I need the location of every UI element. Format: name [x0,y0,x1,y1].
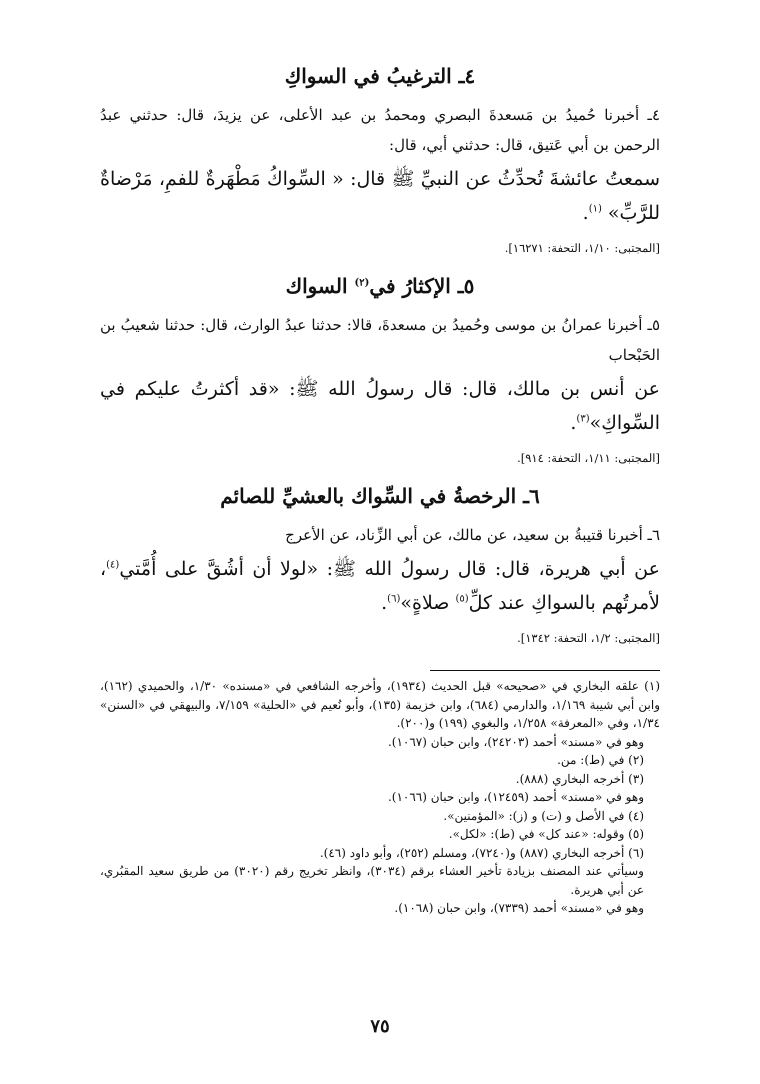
footnote-marker: (٣) [576,413,590,425]
heading-text: السواك [285,274,355,298]
matn-end: . [570,412,577,434]
footnote: (١) علقه البخاري في «صحيحه» قبل الحديث (١٩٣٤)، وأخرجه الشافعي في «مسنده» ١/٣٠، والحميدي (١٦٢)، وابن أبي شيبة ١/١٦٩، والدارمي (٦٨٤)، وابن خزيمة (١٣٥)، وأبو نُعيم في «الحلية» ٧/١٥٩، والبيهقي في «السنن» ١/٣٤، وفي «المعرفة» ١/٢٥٨، والبغوي (١٩٩) و(٢٠٠). [100,679,661,730]
footnote-divider [430,670,660,671]
footnote-marker: (٥) [455,593,469,605]
footnote: (٥) وقوله: «عند كل» في (ط): «لكل». [448,827,644,841]
footnote: وهو في «مسند» أحمد (٢٤٢٠٣)، وابن حبان (١٠٦٧). [387,734,644,749]
matn-text: ، لأمرتُهم بالسواكِ عند كلِّ [100,558,660,614]
footnote: وهو في «مسند» أحمد (١٢٤٥٩)، وابن حبان (١٠٦٦). [387,790,644,804]
matn-text: عن أبي هريرة، قال: قال رسولُ الله ﷺ: «لولا أن أشُقَّ على أُمَّتي [119,558,660,580]
hadith-reference: [المجتبى: ١/١١، التحفة: ٩١٤]. [517,451,660,465]
hadith-isnad: ٥ـ أخبرنا عمرانُ بن موسى وحُميدُ بن مسعدةَ، قالا: حدثنا عبدُ الوارث، قال: حدثنا شعيبُ بن الحَبْحاب [100,316,660,364]
matn-text: عن أنس بن مالك، قال: قال رسولُ الله ﷺ: «قد أكثرتُ عليكم في السِّواكِ» [100,378,660,434]
hadith-matn [100,552,660,620]
section-heading [100,272,660,300]
hadith-reference: [المجتبى: ١/٢، التحفة: ١٣٤٢]. [517,631,660,645]
matn-text: صلاةٍ» [400,592,456,614]
hadith-matn [100,372,660,440]
footnote-marker: (٦) [387,593,401,605]
hadith-section-5 [100,272,660,468]
footnote-marker: (١) [588,203,602,215]
matn-end: . [582,202,589,224]
section-heading: ٤ـ الترغيبُ في السواكِ [284,64,476,88]
footnote-marker: (٤) [106,559,120,571]
hadith-section-6 [100,482,660,648]
footnote: (٢) في (ط): من. [557,753,644,767]
footnote: (٦) أخرجه البخاري (٨٨٧) و(٧٢٤٠)، ومسلم (٢٥٢)، وأبو داود (٤٦). [319,845,644,860]
footnote: (٣) أخرجه البخاري (٨٨٨). [515,771,644,786]
footnote-marker: (٢) [354,277,370,289]
footnote: وهو في «مسند» أحمد (٧٣٣٩)، وابن حبان (١٠٦٨). [394,901,644,915]
footnote: وسيأتي عند المصنف بزيادة تأخير العشاء برقم (٣٠٣٤)، وانظر تخريج رقم (٣٠٢٠) من طريق سعيد المقبُري، عن أبي هريرة. [100,864,644,897]
hadith-isnad: ٤ـ أخبرنا حُميدُ بن مَسعدةَ البصري ومحمدُ بن عبد الأعلى، عن يزيدَ، قال: حدثني عبدُ الرحمن بن أبي عَتيق، قال: حدثني أبي، قال: [100,106,660,154]
hadith-matn [100,162,660,230]
footnotes [100,677,660,918]
page-number: ٧٥ [370,1016,390,1037]
hadith-section-4 [100,62,660,258]
matn-text: سمعتُ عائشةَ تُحدِّثُ عن النبيِّ ﷺ قال: « السِّواكُ مَطْهَرةٌ للفمِ، مَرْضاةٌ للرَّبِّ» [100,168,660,224]
hadith-reference: [المجتبى: ١/١٠، التحفة: ١٦٢٧١]. [504,241,660,255]
heading-text: ٥ـ الإكثارُ في [369,274,475,298]
matn-end: . [381,592,388,614]
footnote: (٤) في الأصل و (ت) و (ز): «المؤمنين». [443,808,644,823]
section-heading: ٦ـ الرخصةُ في السِّواك بالعشيِّ للصائم [220,484,540,508]
hadith-isnad: ٦ـ أخبرنا قتيبةُ بن سعيد، عن مالك، عن أبي الزِّناد، عن الأعرج [285,526,660,544]
